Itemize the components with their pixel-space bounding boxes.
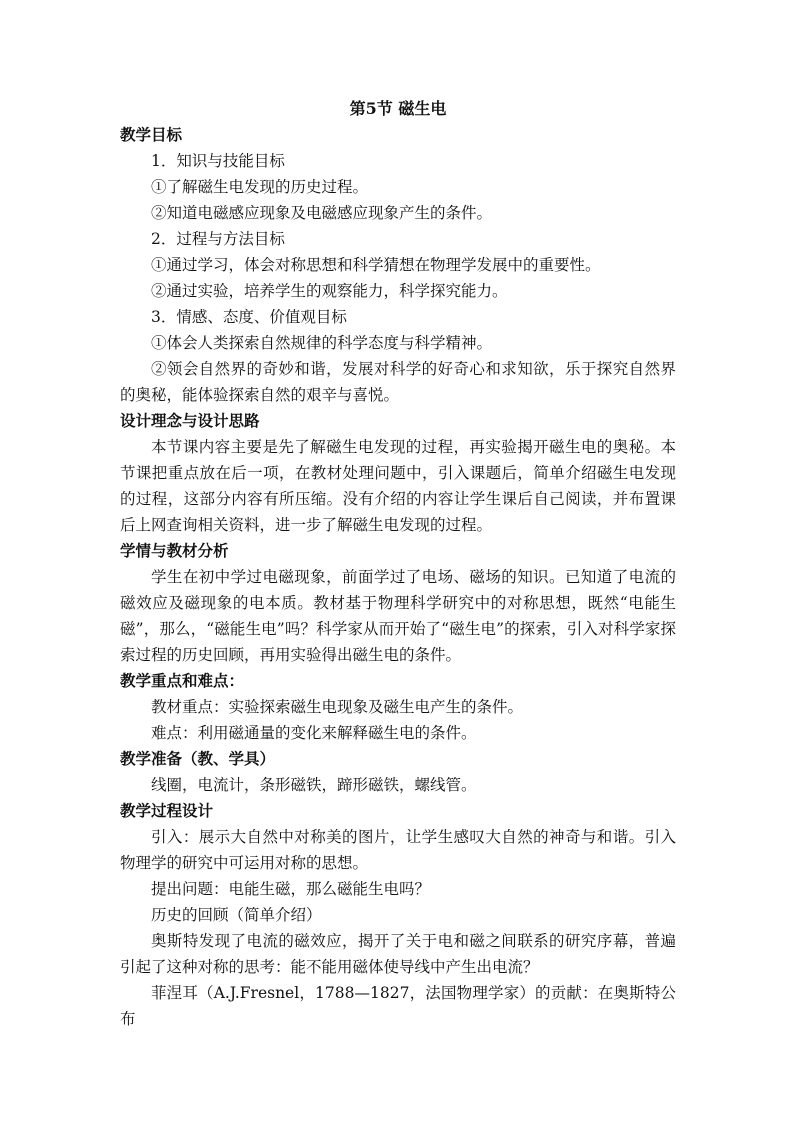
section-heading: 教学准备（教、学具） [120,749,276,768]
objective-item: ②知道电磁感应现象及电磁感应现象产生的条件。 [151,204,493,222]
section-student-analysis [120,538,676,668]
document-body [120,96,676,1032]
section-teaching-process [120,798,676,1032]
body-paragraph: 线圈，电流计，条形磁铁，蹄形磁铁，螺线管。 [151,776,477,794]
body-paragraph: 学生在初中学过电磁现象，前面学过了电场、磁场的知识。已知道了电流的磁效应及磁现象的电本质。教材基于物理科学研究中的对称思想，既然“电能生磁”，那么，“磁能生电”吗？科学家从而开始了“磁生电”的探索，引入对科学家探索过程的历史回顾，再用实验得出磁生电的条件。 [120,568,676,664]
body-paragraph: 教材重点：实验探索磁生电现象及磁生电产生的条件。 [151,698,524,716]
section-heading: 设计理念与设计思路 [120,411,260,430]
body-paragraph: 奥斯特发现了电流的磁效应，揭开了关于电和磁之间联系的研究序幕，普遍引起了这种对称的思考：能不能用磁体使导线中产生出电流？ [120,932,676,976]
section-preparation [120,746,676,798]
objective-item: 2．过程与方法目标 [151,230,285,248]
objective-item: ②通过实验，培养学生的观察能力，科学探究能力。 [151,282,508,300]
body-paragraph: 本节课内容主要是先了解磁生电发现的过程，再实验揭开磁生电的奥秘。本节课把重点放在后一项，在教材处理问题中，引入课题后，简单介绍磁生电发现的过程，这部分内容有所压缩。没有介绍的内容让学生课后自己阅读，并布置课后上网查询相关资料，进一步了解磁生电发现的过程。 [120,438,676,534]
section-heading: 教学目标 [120,125,183,144]
section-heading: 教学过程设计 [120,801,214,820]
body-paragraph: 历史的回顾（简单介绍） [151,906,322,924]
objective-item: 1．知识与技能目标 [151,152,285,170]
section-heading: 学情与教材分析 [120,541,229,560]
objective-item: ①体会人类探索自然规律的科学态度与科学精神。 [151,334,493,352]
body-paragraph: 引入：展示大自然中对称美的图片，让学生感叹大自然的神奇与和谐。引入物理学的研究中可运用对称的思想。 [120,828,676,872]
objective-item: ①了解磁生电发现的历史过程。 [151,178,369,196]
body-paragraph: 菲涅耳（A.J.Fresnel，1788—1827，法国物理学家）的贡献：在奥斯特公布 [120,984,676,1028]
page-title: 第5节 磁生电 [349,99,447,118]
body-paragraph: 提出问题：电能生磁，那么磁能生电吗？ [151,880,431,898]
objective-item: ②领会自然界的奇妙和谐，发展对科学的好奇心和求知欲，乐于探究自然界的奥秘，能体验探索自然的艰辛与喜悦。 [120,360,676,404]
section-heading: 教学重点和难点： [120,671,245,690]
body-paragraph: 难点：利用磁通量的变化来解释磁生电的条件。 [151,724,477,742]
objective-item: ①通过学习，体会对称思想和科学猜想在物理学发展中的重要性。 [151,256,601,274]
section-design-concept [120,408,676,538]
section-key-points [120,668,676,746]
objective-item: 3．情感、态度、价值观目标 [151,308,347,326]
section-teaching-objectives [120,122,676,408]
